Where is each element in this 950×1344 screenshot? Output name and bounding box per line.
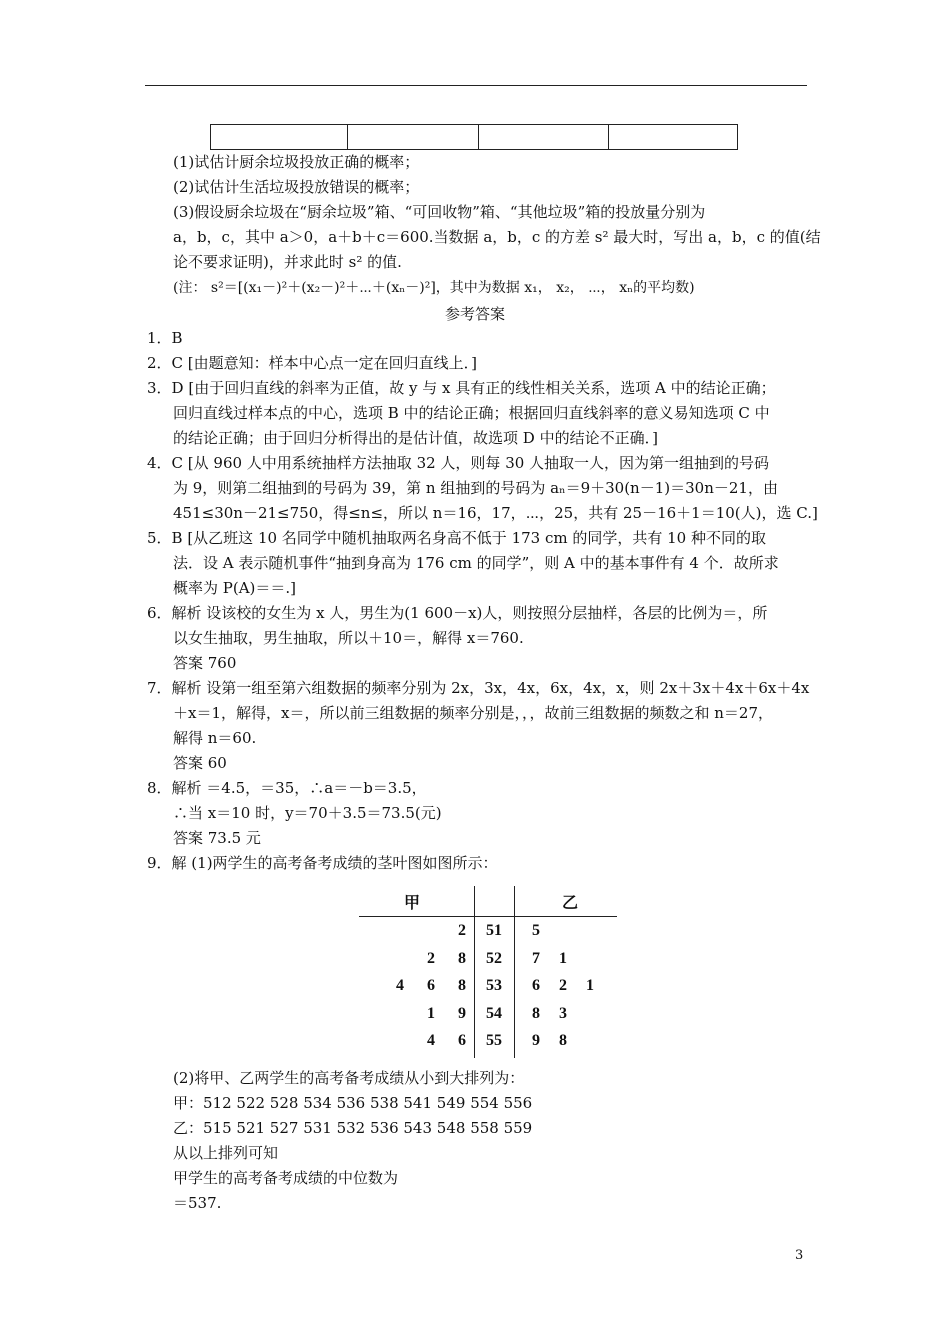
left-leaf: 8 (458, 949, 466, 967)
right-leaf: 3 (559, 1004, 567, 1022)
answer-line: 2．C [由题意知：样本中心点一定在回归直线上．] (147, 354, 477, 372)
answer-line: 5．B [从乙班这 10 名同学中随机抽取两名身高不低于 173 cm 的同学，共有 10 种不同的取 (147, 529, 766, 547)
answer-line: 8．解析 ＝4.5，＝35，∴a＝－b＝3.5， (147, 779, 427, 797)
left-leaf: 4 (396, 977, 404, 994)
left-leaf: 4 (427, 1032, 435, 1049)
tail-line: 甲学生的高考备考成绩的中位数为 (173, 1169, 399, 1187)
answer-line: 解得 n＝60. (173, 729, 257, 747)
right-leaf: 9 (532, 1032, 540, 1049)
left-leaf: 2 (458, 922, 466, 939)
answer-line: 答案 760 (173, 654, 237, 672)
left-leaf: 2 (427, 949, 435, 967)
answer-line: 3．D [由于回归直线的斜率为正值，故 y 与 x 具有正的线性相关关系，选项 A 中的结论正确； (147, 379, 776, 397)
answer-line: 法．设 A 表示随机事件“抽到身高为 176 cm 的同学”，则 A 中的基本事件有 4 个．故所求 (173, 554, 779, 572)
page-number: 3 (795, 1248, 804, 1263)
answers-title: 参考答案 (444, 305, 505, 323)
right-leaf: 6 (532, 977, 540, 994)
answer-line: 4．C [从 960 人中用系统抽样方法抽取 32 人，则每 30 人抽取一人，因为第一组抽到的号码 (147, 454, 770, 472)
right-leaf: 8 (559, 1032, 567, 1049)
answer-line: ∴当 x＝10 时，y＝70＋3.5＝73.5(元) (173, 804, 442, 822)
left-leaf: 9 (458, 1004, 466, 1022)
left-leaf: 6 (458, 1032, 466, 1049)
answer-line: 1．B (147, 329, 183, 347)
data-table-fragment (210, 124, 738, 150)
answer-line: 以女生抽取，男生抽取，所以＋10＝，解得 x＝760. (173, 629, 524, 647)
stem-right-header: 乙 (561, 895, 578, 912)
stem-leaf-plot (357, 886, 619, 1058)
answer-line: 7．解析 设第一组至第六组数据的频率分别为 2x，3x，4x，6x，4x，x，则 2x＋3x＋4x＋6x＋4x (147, 679, 810, 697)
tail-line: ＝537. (173, 1194, 222, 1212)
stem-header-rule (359, 916, 617, 917)
table-cell (479, 125, 610, 149)
left-leaf: 8 (458, 977, 466, 994)
table-cell (609, 125, 737, 149)
stem-value: 51 (486, 922, 502, 939)
header-rule (145, 85, 807, 86)
stem-right-divider (514, 886, 515, 1058)
tail-line: 甲：512 522 528 534 536 538 541 549 554 556 (173, 1094, 533, 1112)
question-3-line-3: 论不要求证明)，并求此时 s² 的值. (173, 253, 402, 271)
tail-line: 乙：515 521 527 531 532 536 543 548 558 559 (173, 1119, 533, 1137)
answer-line: 的结论正确；由于回归分析得出的是估计值，故选项 D 中的结论不正确．] (173, 429, 658, 447)
answer-line: 回归直线过样本点的中心，选项 B 中的结论正确；根据回归直线斜率的意义易知选项 C 中 (173, 404, 770, 422)
stem-value: 52 (486, 949, 502, 967)
stem-value: 53 (486, 977, 502, 994)
left-leaf: 1 (427, 1004, 435, 1022)
tail-line: (2)将甲、乙两学生的高考备考成绩从小到大排列为： (173, 1069, 525, 1087)
question-3-line-2: a，b，c，其中 a＞0，a＋b＋c＝600.当数据 a，b，c 的方差 s² 最大时，写出 a，b，c 的值(结 (173, 228, 821, 246)
right-leaf: 1 (559, 949, 567, 967)
right-leaf: 8 (532, 1004, 540, 1022)
right-leaf: 5 (532, 922, 540, 939)
stem-value: 54 (486, 1004, 502, 1022)
answer-line: 6．解析 设该校的女生为 x 人，男生为(1 600－x)人，则按照分层抽样，各层的比例为＝，所 (147, 604, 768, 622)
stem-left-header: 甲 (403, 895, 420, 912)
answer-line: 概率为 P(A)＝＝.] (173, 579, 297, 597)
question-1: (1)试估计厨余垃圾投放正确的概率； (173, 153, 420, 171)
right-leaf: 1 (586, 977, 594, 994)
answer-line: 答案 73.5 元 (173, 829, 261, 847)
question-3-line-1: (3)假设厨余垃圾在“厨余垃圾”箱、“可回收物”箱、“其他垃圾”箱的投放量分别为 (173, 203, 706, 221)
right-leaf: 2 (559, 977, 567, 994)
right-leaf: 7 (532, 949, 540, 967)
answer-line: 451≤30n－21≤750，得≤n≤，所以 n＝16，17，⋯，25，共有 25－16＋1＝10(人)，选 C.] (173, 504, 818, 522)
left-leaf: 6 (427, 977, 435, 994)
answer-line: 9．解 (1)两学生的高考备考成绩的茎叶图如图所示： (147, 854, 498, 872)
variance-note: (注： s²＝[(x₁－)²＋(x₂－)²＋⋯＋(xₙ－)²]，其中为数据 x₁， x₂， ⋯， xₙ的平均数) (173, 280, 695, 296)
answer-line: ＋x＝1，解得，x＝，所以前三组数据的频率分别是，，，故前三组数据的频数之和 n＝27， (173, 704, 773, 722)
question-2: (2)试估计生活垃圾投放错误的概率； (173, 178, 420, 196)
stem-value: 55 (486, 1032, 502, 1049)
tail-line: 从以上排列可知 (173, 1144, 279, 1162)
answer-line: 答案 60 (173, 754, 227, 772)
table-cell (211, 125, 348, 149)
answer-line: 为 9，则第二组抽到的号码为 39，第 n 组抽到的号码为 aₙ＝9＋30(n－1)＝30n－21，由 (173, 479, 778, 497)
table-cell (348, 125, 479, 149)
